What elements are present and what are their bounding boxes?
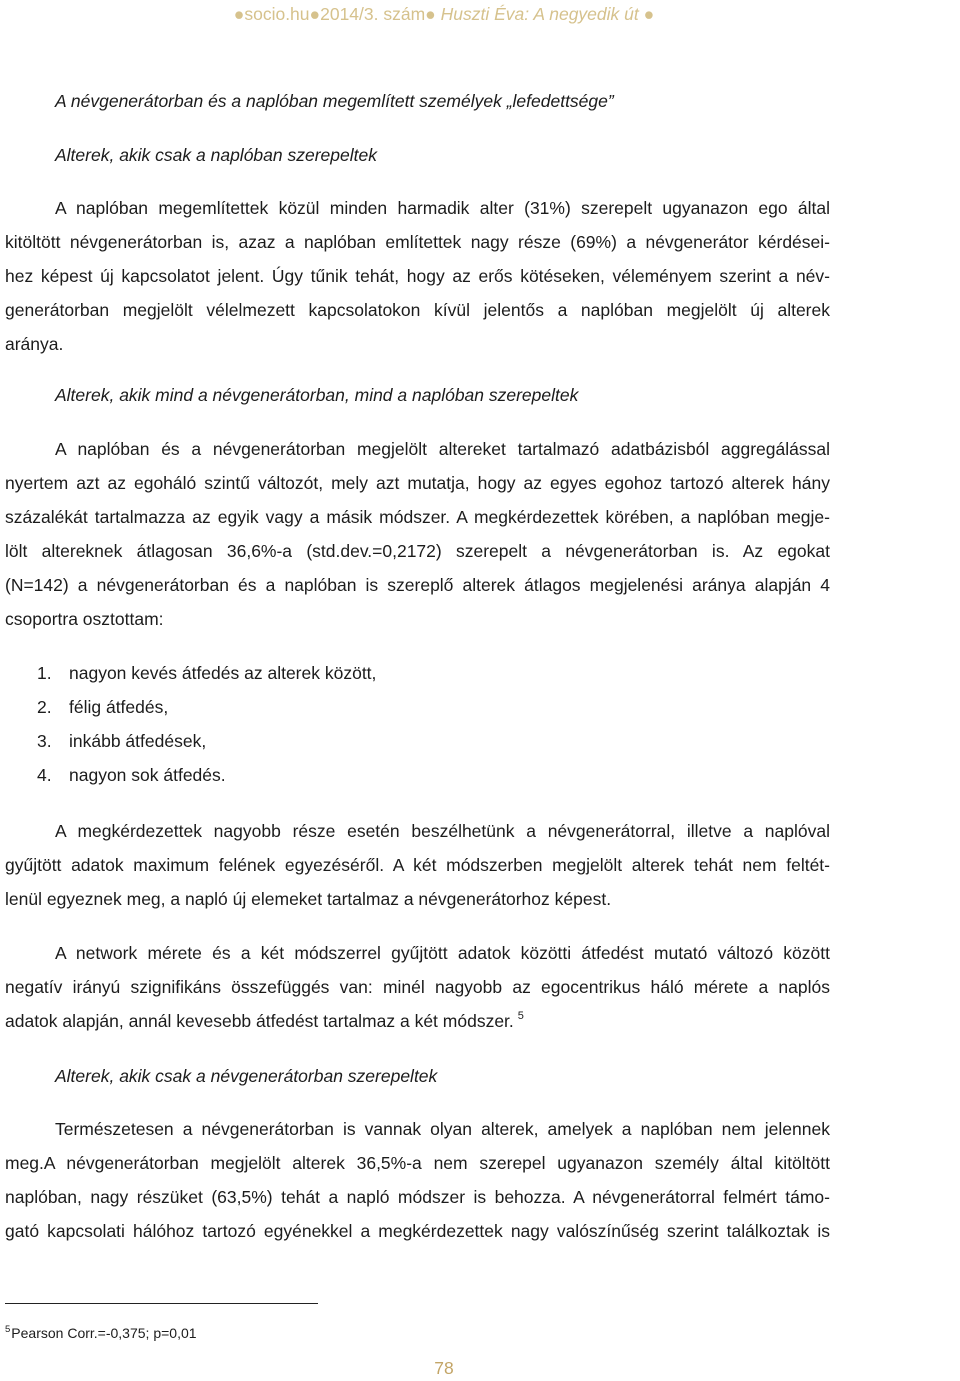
subsection-title: Alterek, akik csak a névgenerátorban szerepeltek <box>55 1066 438 1086</box>
paragraph <box>5 814 830 916</box>
header-bullet: ● <box>643 4 655 24</box>
paragraph-line: meg.A névgenerátorban megjelölt alterek 36,5%-a nem szerepel ugyanazon személy által kitöltött <box>5 1153 830 1173</box>
header-bullet: ● <box>233 4 245 24</box>
list-item <box>5 724 830 758</box>
paragraph-line: naplóban, nagy részüket (63,5%) tehát a napló módszer is behozza. A névgenerátorral felmért támo- <box>5 1187 830 1207</box>
paragraph-line: A megkérdezettek nagyobb része esetén beszélhetünk a névgenerátorral, illetve a naplóval <box>55 821 830 841</box>
footnote-marker: 5 <box>5 1324 11 1335</box>
paragraph-line: kitöltött névgenerátorban is, azaz a naplóban említettek nagy része (69%) a névgenerátor kérdései- <box>5 232 830 252</box>
subsection-title: Alterek, akik csak a naplóban szerepeltek <box>55 145 377 165</box>
paragraph-line: csoportra osztottam: <box>5 609 164 629</box>
paragraph <box>5 936 830 1038</box>
paragraph-line: lenül egyeznek meg, a napló új elemeket tartalmaz a névgenerátorhoz képest. <box>5 889 612 909</box>
paragraph-line: Természetesen a névgenerátorban is vannak olyan alterek, amelyek a naplóban nem jelennek <box>55 1119 830 1139</box>
list-number: 3. <box>37 731 52 751</box>
issue-label: 2014/3. szám <box>320 4 426 24</box>
list-item-text: inkább átfedések, <box>69 731 207 751</box>
paragraph-line-text: adatok alapján, annál kevesebb átfedést tartalmaz a két módszer. <box>5 1011 514 1031</box>
list-number: 4. <box>37 765 52 785</box>
header-bullet: ● <box>309 4 321 24</box>
paragraph <box>5 191 830 361</box>
paragraph-line: hez képest új kapcsolatot jelent. Úgy tűnik tehát, hogy az erős kötéseken, véleményem szerint a név- <box>5 266 830 286</box>
list-item-text: félig átfedés, <box>69 697 169 717</box>
footnote-separator <box>5 1303 318 1304</box>
footnote <box>5 1323 197 1343</box>
paragraph <box>5 1112 830 1248</box>
paragraph-line: A naplóban és a névgenerátorban megjelölt altereket tartalmazó adatbázisból aggregálással <box>55 439 830 459</box>
list-number: 1. <box>37 663 52 683</box>
author-title: Huszti Éva: A negyedik út <box>440 4 639 24</box>
paragraph-line: generátorban megjelölt vélelmezett kapcsolatokon kívül jelentős a naplóban megjelölt új alterek <box>5 300 830 320</box>
subsection-title: Alterek, akik mind a névgenerátorban, mind a naplóban szerepeltek <box>55 385 579 405</box>
page-number: 78 <box>434 1358 454 1378</box>
list-item <box>5 656 830 690</box>
running-header <box>0 0 888 28</box>
paragraph <box>5 432 830 636</box>
paragraph-line: A network mérete és a két módszerrel gyűjtött adatok közötti átfedést mutató változó között <box>55 943 830 963</box>
list-item <box>5 758 830 792</box>
numbered-list <box>5 656 830 792</box>
paragraph-line <box>5 1004 830 1038</box>
paragraph-line: nyertem azt az egoháló szintű változót, mely azt mutatja, hogy az egyes egohoz tartozó alterek hány <box>5 473 830 493</box>
paragraph-line: gyűjtött adatok maximum felének egyezéséről. A két módszerben megjelölt alterek tehát nem feltét- <box>5 855 830 875</box>
list-item-text: nagyon kevés átfedés az alterek között, <box>69 663 377 683</box>
footnote-reference: 5 <box>517 1010 524 1022</box>
footnote-text: Pearson Corr.=-0,375; p=0,01 <box>11 1325 197 1341</box>
paragraph-line: A naplóban megemlítettek közül minden harmadik alter (31%) szerepelt ugyanazon ego által <box>55 198 830 218</box>
list-item <box>5 690 830 724</box>
paragraph-line: negatív irányú szignifikáns összefüggés van: minél nagyobb az egocentrikus háló mérete a naplós <box>5 977 830 997</box>
journal-name: socio.hu <box>244 4 310 24</box>
paragraph-line: (N=142) a névgenerátorban és a naplóban is szereplő alterek átlagos megjelenési aránya alapján 4 <box>5 575 830 595</box>
paragraph-line: gató kapcsolati hálóhoz tartozó egyénekkel a megkérdezettek nagy valószínűség szerint találkoztak is <box>5 1221 830 1241</box>
paragraph-line: lölt altereknek átlagosan 36,6%-a (std.dev.=0,2172) szerepelt a névgenerátorban is. Az egokat <box>5 541 830 561</box>
paragraph-line: aránya. <box>5 334 64 354</box>
list-item-text: nagyon sok átfedés. <box>69 765 226 785</box>
paragraph-line: százalékát tartalmazza az egyik vagy a másik módszer. A megkérdezettek körében, a naplóban megje- <box>5 507 830 527</box>
section-title: A névgenerátorban és a naplóban megemlített személyek „lefedettsége” <box>55 91 614 111</box>
list-number: 2. <box>37 697 52 717</box>
header-bullet: ● <box>425 4 436 24</box>
